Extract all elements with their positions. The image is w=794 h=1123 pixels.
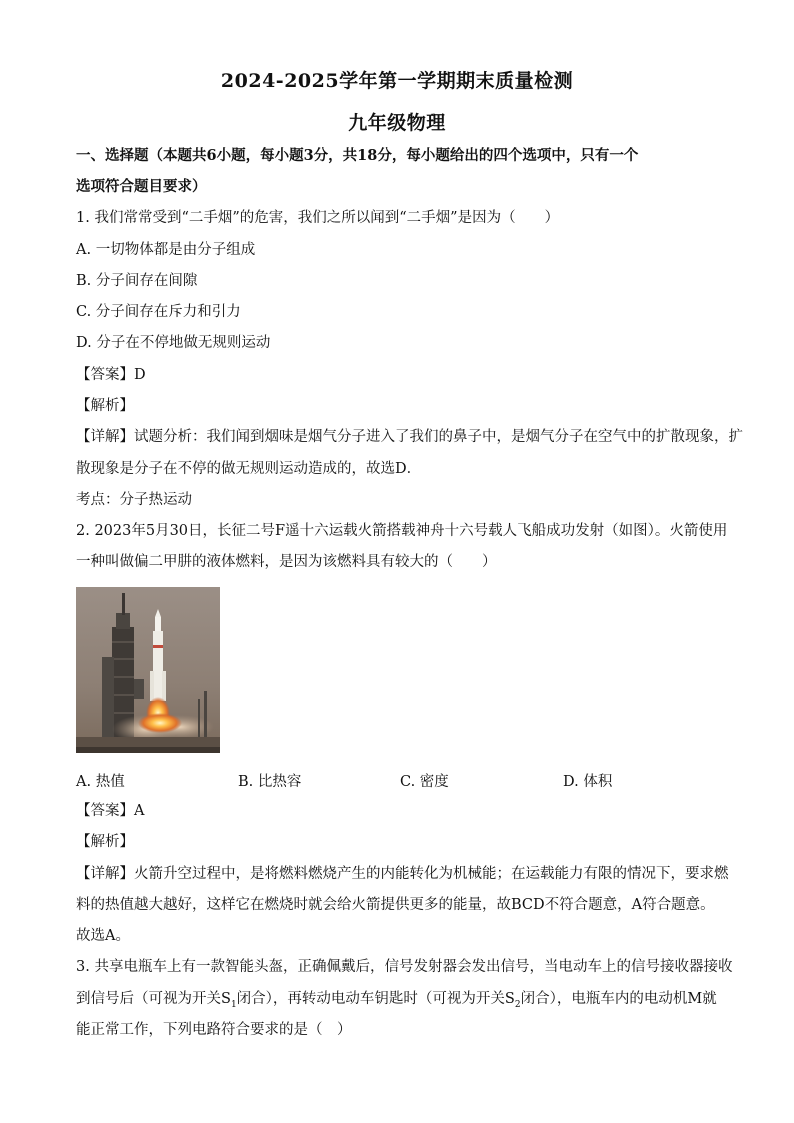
q3-stem-line-2-part-a: 到信号后（可视为开关S: [76, 991, 231, 1007]
rocket-launch-photo: [76, 587, 220, 753]
switch-s2-subscript: 2: [514, 999, 521, 1010]
q2-option-a: A. 热值: [76, 774, 125, 790]
document-subtitle: 九年级物理: [348, 112, 446, 134]
q1-option-a: A. 一切物体都是由分子组成: [76, 242, 256, 258]
q2-detail-line-2: 料的热值越大越好，这样它在燃烧时就会给火箭提供更多的能量，故BCD不符合题意，A符合题意。: [76, 897, 715, 913]
q2-conclusion: 故选A。: [76, 928, 130, 944]
q2-stem-line-1: 2. 2023年5月30日，长征二号F遥十六运载火箭搭载神舟十六号载人飞船成功发射（如图）。火箭使用: [76, 523, 728, 539]
q3-stem-line-1: 3. 共享电瓶车上有一款智能头盔，正确佩戴后，信号发射器会发出信号，当电动车上的信号接收器接收: [76, 959, 733, 975]
q1-option-d: D. 分子在不停地做无规则运动: [76, 335, 271, 351]
section-heading-line-2: 选项符合题目要求）: [76, 178, 207, 195]
q2-option-b: B. 比热容: [238, 774, 302, 790]
section-heading-line-1: 一、选择题（本题共6小题，每小题3分，共18分，每小题给出的四个选项中，只有一个: [76, 147, 639, 164]
q1-analysis-label: 【解析】: [76, 398, 134, 414]
q2-detail-line-1: 【详解】火箭升空过程中，是将燃料燃烧产生的内能转化为机械能；在运载能力有限的情况下，要求燃: [76, 866, 729, 882]
q3-stem-line-3: 能正常工作，下列电路符合要求的是（ ）: [76, 1022, 352, 1038]
q1-option-c: C. 分子间存在斥力和引力: [76, 304, 241, 320]
q2-option-d: D. 体积: [563, 774, 613, 790]
q3-stem-line-2: [76, 989, 726, 1015]
q1-knowledge-point: 考点：分子热运动: [76, 492, 192, 508]
q1-answer: 【答案】D: [76, 367, 146, 383]
q2-stem-line-2: 一种叫做偏二甲肼的液体燃料，是因为该燃料具有较大的（ ）: [76, 554, 497, 570]
q3-stem-line-2-part-b: 闭合），再转动电动车钥匙时（可视为开关S: [236, 991, 515, 1007]
document-title: 2024-2025学年第一学期期末质量检测: [220, 70, 574, 92]
q2-analysis-label: 【解析】: [76, 834, 134, 850]
q2-answer: 【答案】A: [76, 803, 145, 819]
switch-s1-subscript: 1: [230, 999, 237, 1010]
q1-option-b: B. 分子间存在间隙: [76, 273, 198, 289]
q1-stem: 1. 我们常常受到“二手烟”的危害，我们之所以闻到“二手烟”是因为（ ）: [76, 210, 560, 226]
q3-stem-line-2-part-c: 闭合），电瓶车内的电动机M就: [520, 991, 717, 1007]
q1-detail-line-2: 散现象是分子在不停的做无规则运动造成的，故选D．: [76, 461, 422, 477]
q2-option-c: C. 密度: [400, 774, 449, 790]
q1-detail-line-1: 【详解】试题分析：我们闻到烟味是烟气分子进入了我们的鼻子中，是烟气分子在空气中的扩散现象，扩: [76, 429, 743, 445]
